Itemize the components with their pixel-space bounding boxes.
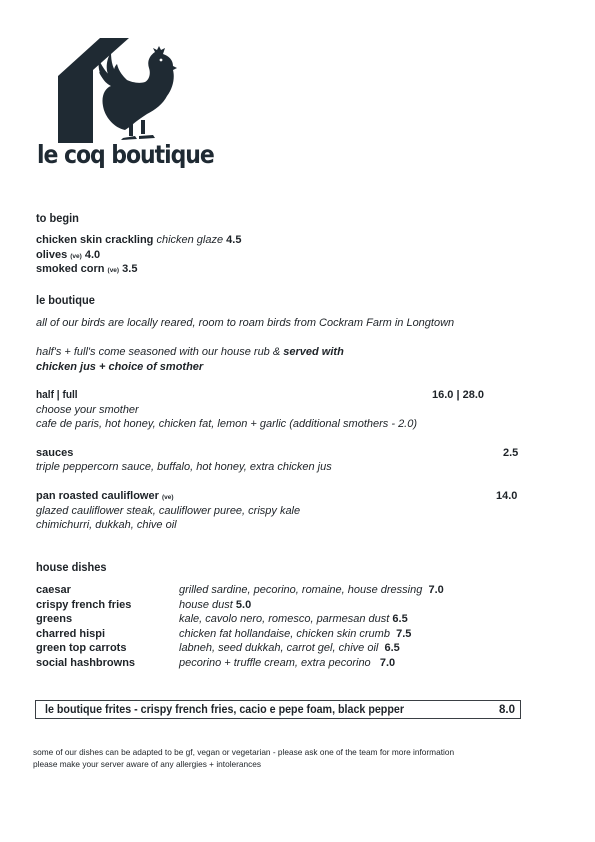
item-tag: (ve): [70, 253, 82, 260]
dish-price: 6.5: [384, 642, 400, 654]
dish-name: caesar: [36, 584, 71, 596]
menu-item: [36, 263, 137, 275]
dish-detail: [179, 584, 444, 596]
item-tag: (ve): [161, 494, 174, 501]
item-name-half-full: half | full: [36, 389, 78, 401]
item-price-half-full: 16.0 | 28.0: [432, 389, 485, 401]
item-tag: (ve): [107, 267, 120, 274]
menu-item-cauliflower: [36, 490, 174, 502]
item-name-sauces: sauces: [36, 447, 74, 459]
dish-price: 6.5: [392, 613, 408, 625]
dish-detail: [179, 642, 400, 654]
dish-price: 5.0: [235, 598, 252, 611]
dish-desc: house dust: [179, 598, 233, 611]
item-price-sauces: 2.5: [503, 447, 519, 459]
item-sub-half-full: choose your smother: [36, 404, 139, 416]
seasoning-note-bold: served with: [283, 346, 344, 358]
dish-detail: [179, 628, 411, 640]
section-heading-le-boutique: le boutique: [36, 293, 95, 307]
dish-name: social hashbrowns: [36, 656, 136, 669]
item-name: pan roasted cauliflower: [36, 490, 159, 502]
dish-detail: [179, 613, 408, 625]
dish-detail: [179, 599, 251, 611]
dish-desc: chicken fat hollandaise, chicken skin crumb: [179, 627, 390, 640]
frites-callout-text: le boutique frites - crispy french fries, cacio e pepe foam, black pepper: [45, 704, 404, 716]
dish-name: greens: [36, 613, 73, 625]
item-options-half-full: cafe de paris, hot honey, chicken fat, lemon + garlic (additional smothers - 2.0): [36, 418, 418, 430]
item-price: 3.5: [122, 263, 138, 275]
rooster-logo: [55, 38, 185, 143]
item-desc-cauliflower-1: glazed cauliflower steak, cauliflower puree, crispy kale: [36, 505, 301, 517]
footer-note-allergies: please make your server aware of any allergies + intolerances: [33, 759, 262, 769]
menu-item: [36, 234, 241, 246]
item-price: 4.5: [226, 234, 242, 246]
dish-detail: [179, 657, 395, 669]
item-name: smoked corn: [36, 263, 105, 275]
seasoning-note-line2: chicken jus + choice of smother: [36, 361, 204, 373]
frites-callout-price: 8.0: [499, 704, 515, 716]
brand-name: le coq boutique: [37, 140, 214, 169]
seasoning-note: [36, 346, 344, 358]
dish-name: charred hispi: [36, 627, 106, 640]
section-heading-house-dishes: house dishes: [36, 560, 107, 574]
dish-price: 7.5: [396, 627, 412, 640]
item-price: 4.0: [84, 249, 101, 261]
dish-desc: pecorino + truffle cream, extra pecorino: [179, 656, 371, 669]
seasoning-note-text: half's + full's come seasoned with our house rub &: [36, 346, 284, 358]
dish-desc: kale, cavolo nero, romesco, parmesan dust: [179, 613, 390, 625]
dish-name: green top carrots: [36, 642, 127, 654]
section-intro: all of our birds are locally reared, room to roam birds from Cockram Farm in Longtown: [36, 317, 455, 329]
item-desc-cauliflower-2: chimichurri, dukkah, chive oil: [36, 519, 177, 531]
dish-desc: labneh, seed dukkah, carrot gel, chive oil: [179, 642, 379, 654]
item-price-cauliflower: 14.0: [496, 490, 518, 502]
dish-desc: grilled sardine, pecorino, romaine, house dressing: [179, 584, 423, 596]
item-note: chicken glaze: [156, 234, 224, 246]
item-options-sauces: triple peppercorn sauce, buffalo, hot honey, extra chicken jus: [36, 461, 332, 473]
dish-price: 7.0: [379, 656, 396, 669]
dish-price: 7.0: [428, 584, 444, 596]
item-name: chicken skin crackling: [36, 234, 154, 246]
footer-note-dietary: some of our dishes can be adapted to be gf, vegan or vegetarian - please ask one of the team for more information: [33, 747, 455, 757]
item-name: olives: [36, 249, 68, 261]
section-heading-to-begin: to begin: [36, 211, 79, 225]
dish-name: crispy french fries: [36, 598, 132, 611]
menu-item: [36, 249, 100, 261]
